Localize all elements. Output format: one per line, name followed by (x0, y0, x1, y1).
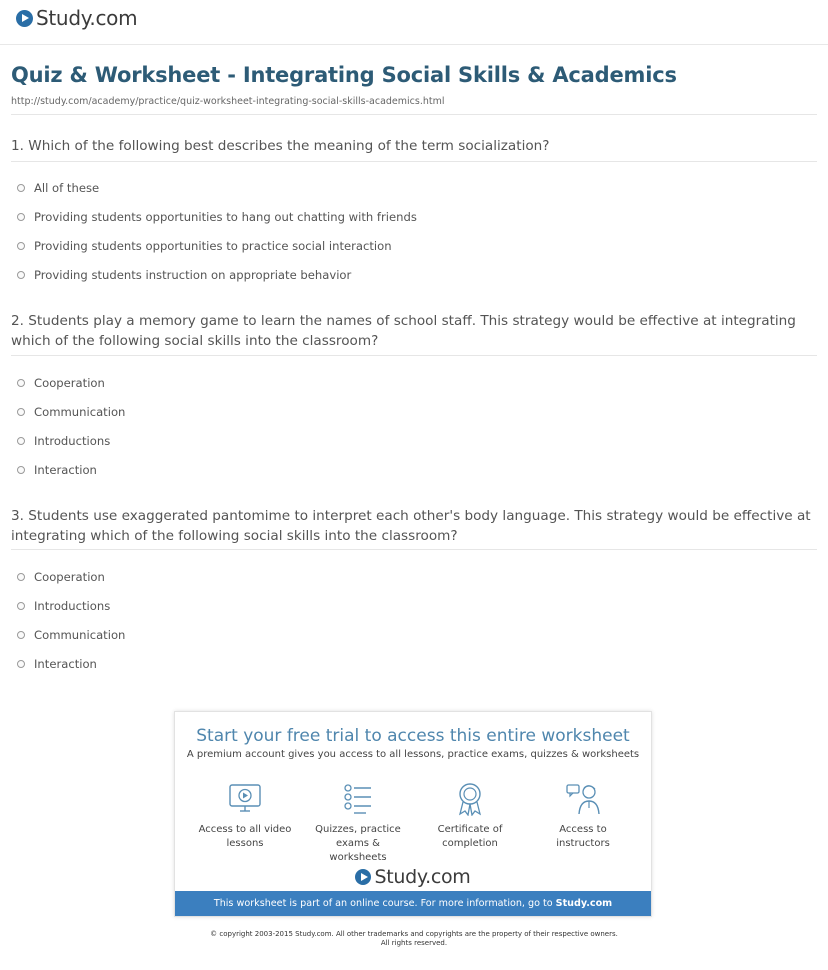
question-3-options (17, 562, 125, 678)
promo-title[interactable]: Start your free trial to access this entire worksheet (196, 726, 630, 746)
feature-label: Access to all video lessons (198, 824, 292, 849)
answer-option[interactable] (17, 231, 417, 260)
answer-option[interactable] (17, 260, 417, 289)
study-logo[interactable] (16, 6, 137, 30)
answer-label: Interaction (34, 462, 97, 477)
radio-button[interactable] (17, 631, 25, 639)
copyright-notice (0, 930, 828, 948)
radio-button[interactable] (17, 602, 25, 610)
radio-button[interactable] (17, 573, 25, 581)
answer-option[interactable] (17, 562, 125, 591)
study-com-link[interactable]: Study.com (555, 898, 613, 909)
answer-label: All of these (34, 180, 100, 195)
page-url: http://study.com/academy/practice/quiz-worksheet-integrating-social-skills-academics.html (11, 96, 445, 107)
feature-label: Certificate of completion (437, 824, 503, 849)
feature-quizzes (303, 782, 413, 865)
answer-option[interactable] (17, 173, 417, 202)
radio-button[interactable] (17, 437, 25, 445)
question-1-divider (11, 161, 817, 162)
play-circle-icon (16, 10, 33, 27)
header-divider (0, 44, 828, 45)
feature-instructors (528, 782, 638, 851)
answer-label: Communication (34, 627, 126, 642)
question-1-text: 1. Which of the following best describes the meaning of the term socialization? (11, 138, 550, 154)
answer-option[interactable] (17, 368, 125, 397)
question-1-options (17, 173, 417, 289)
page-title: Quiz & Worksheet - Integrating Social Skills & Academics (11, 63, 677, 87)
radio-button[interactable] (17, 271, 25, 279)
answer-option[interactable] (17, 426, 125, 455)
play-circle-icon (355, 869, 371, 885)
feature-label: Access to instructors (556, 824, 610, 849)
answer-label: Providing students opportunities to hang out chatting with friends (34, 209, 417, 224)
promo-bar-text: This worksheet is part of an online course. For more information, go to (213, 898, 553, 909)
answer-label: Interaction (34, 656, 97, 671)
radio-button[interactable] (17, 466, 25, 474)
promo-subtitle: A premium account gives you access to all lessons, practice exams, quizzes & worksheets (186, 749, 640, 760)
answer-label: Communication (34, 404, 126, 419)
promo-study-logo[interactable] (175, 866, 651, 888)
video-player-icon (227, 782, 263, 816)
answer-label: Introductions (34, 598, 111, 613)
feature-label: Quizzes, practice exams & worksheets (315, 824, 401, 863)
checklist-icon (340, 782, 376, 816)
radio-button[interactable] (17, 184, 25, 192)
radio-button[interactable] (17, 660, 25, 668)
logo-text: Study.com (36, 6, 138, 30)
feature-video-lessons (190, 782, 300, 851)
answer-option[interactable] (17, 455, 125, 484)
question-2-options (17, 368, 125, 484)
copyright-line: All rights reserved. (380, 939, 448, 947)
answer-label: Cooperation (34, 569, 105, 584)
question-2-text: 2. Students play a memory game to learn the names of school staff. This strategy would be effective at integrating which of the following social skills into the classroom? (11, 313, 796, 349)
title-divider (11, 114, 817, 115)
logo-text: Study.com (374, 866, 471, 888)
answer-option[interactable] (17, 649, 125, 678)
answer-label: Introductions (34, 433, 111, 448)
answer-option[interactable] (17, 620, 125, 649)
radio-button[interactable] (17, 408, 25, 416)
certificate-ribbon-icon (452, 782, 488, 816)
question-2-divider (11, 355, 817, 356)
radio-button[interactable] (17, 242, 25, 250)
radio-button[interactable] (17, 379, 25, 387)
answer-option[interactable] (17, 397, 125, 426)
copyright-line: © copyright 2003-2015 Study.com. All other trademarks and copyrights are the property of their respective owners. (210, 930, 618, 938)
free-trial-promo (174, 711, 652, 917)
radio-button[interactable] (17, 213, 25, 221)
answer-option[interactable] (17, 202, 417, 231)
question-3-text: 3. Students use exaggerated pantomime to interpret each other's body language. This strategy would be effective at integrating which of the following social skills into the classroom? (11, 508, 811, 544)
answer-option[interactable] (17, 591, 125, 620)
question-3-divider (11, 549, 817, 550)
answer-label: Cooperation (34, 375, 105, 390)
promo-info-bar (175, 891, 651, 916)
instructor-chat-icon (565, 782, 601, 816)
answer-label: Providing students instruction on appropriate behavior (34, 267, 352, 282)
answer-label: Providing students opportunities to practice social interaction (34, 238, 392, 253)
feature-certificate (415, 782, 525, 851)
